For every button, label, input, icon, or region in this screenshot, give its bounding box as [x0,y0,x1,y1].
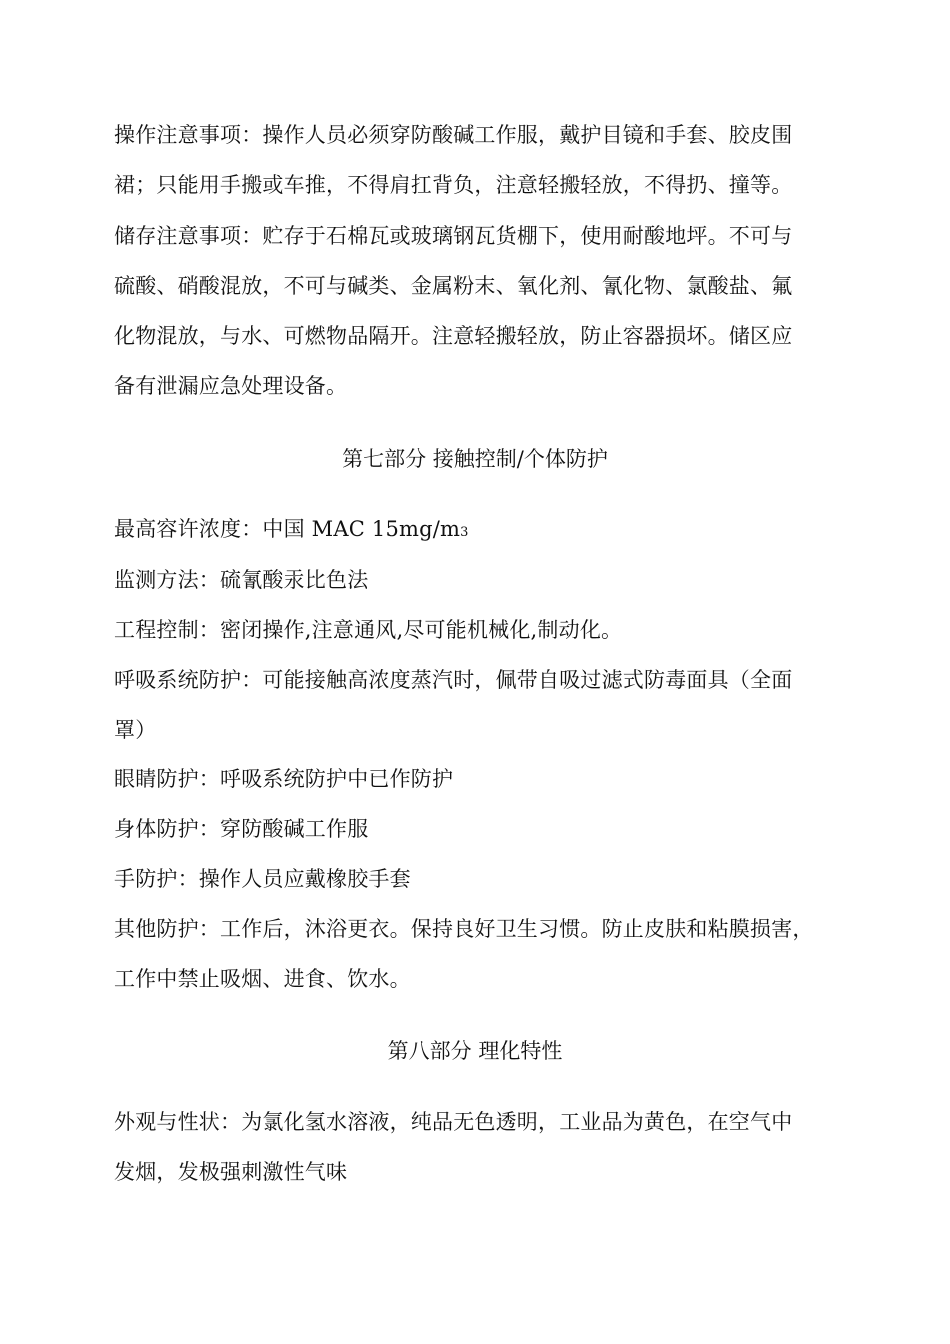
mac-text: 最高容许浓度：中国 MAC 15mg/m [114,517,461,541]
hand-protection: 手防护：操作人员应戴橡胶手套 [114,867,411,891]
monitoring-method: 监测方法：硫氰酸汞比色法 [114,568,369,592]
storage-notes-line-3: 化物混放，与水、可燃物品隔开。注意轻搬轻放，防止容器损坏。储区应 [114,324,793,348]
respiratory-protection-line-2: 罩） [114,718,157,742]
mac-line [114,515,469,547]
handling-notes-line-2: 裙；只能用手搬或车推，不得肩扛背负，注意轻搬轻放，不得扔、撞等。 [114,173,793,197]
body-protection: 身体防护：穿防酸碱工作服 [114,817,369,841]
engineering-control: 工程控制：密闭操作,注意通风,尽可能机械化,制动化。 [114,618,623,642]
other-protection-line-1: 其他防护：工作后，沐浴更衣。保持良好卫生习惯。防止皮肤和粘膜损害， [114,917,814,941]
appearance-line-1: 外观与性状：为氯化氢水溶液，纯品无色透明，工业品为黄色，在空气中 [114,1110,793,1134]
storage-notes-line-2: 硫酸、硝酸混放，不可与碱类、金属粉末、氧化剂、氰化物、氯酸盐、氟 [114,274,793,298]
eye-protection: 眼睛防护：呼吸系统防护中已作防护 [114,767,454,791]
section-8-heading: 第八部分 理化特性 [387,1039,563,1063]
respiratory-protection-line-1: 呼吸系统防护：可能接触高浓度蒸汽时，佩带自吸过滤式防毒面具（全面 [114,668,793,692]
handling-notes-line-1: 操作注意事项：操作人员必须穿防酸碱工作服，戴护目镜和手套、胶皮围 [114,123,793,147]
mac-unit-superscript: 3 [460,525,469,540]
storage-notes-line-4: 备有泄漏应急处理设备。 [114,374,348,398]
appearance-line-2: 发烟，发极强刺激性气味 [114,1160,348,1184]
other-protection-line-2: 工作中禁止吸烟、进食、饮水。 [114,967,411,991]
storage-notes-line-1: 储存注意事项：贮存于石棉瓦或玻璃钢瓦货棚下，使用耐酸地坪。不可与 [114,224,793,248]
section-7-heading: 第七部分 接触控制/个体防护 [342,447,608,471]
